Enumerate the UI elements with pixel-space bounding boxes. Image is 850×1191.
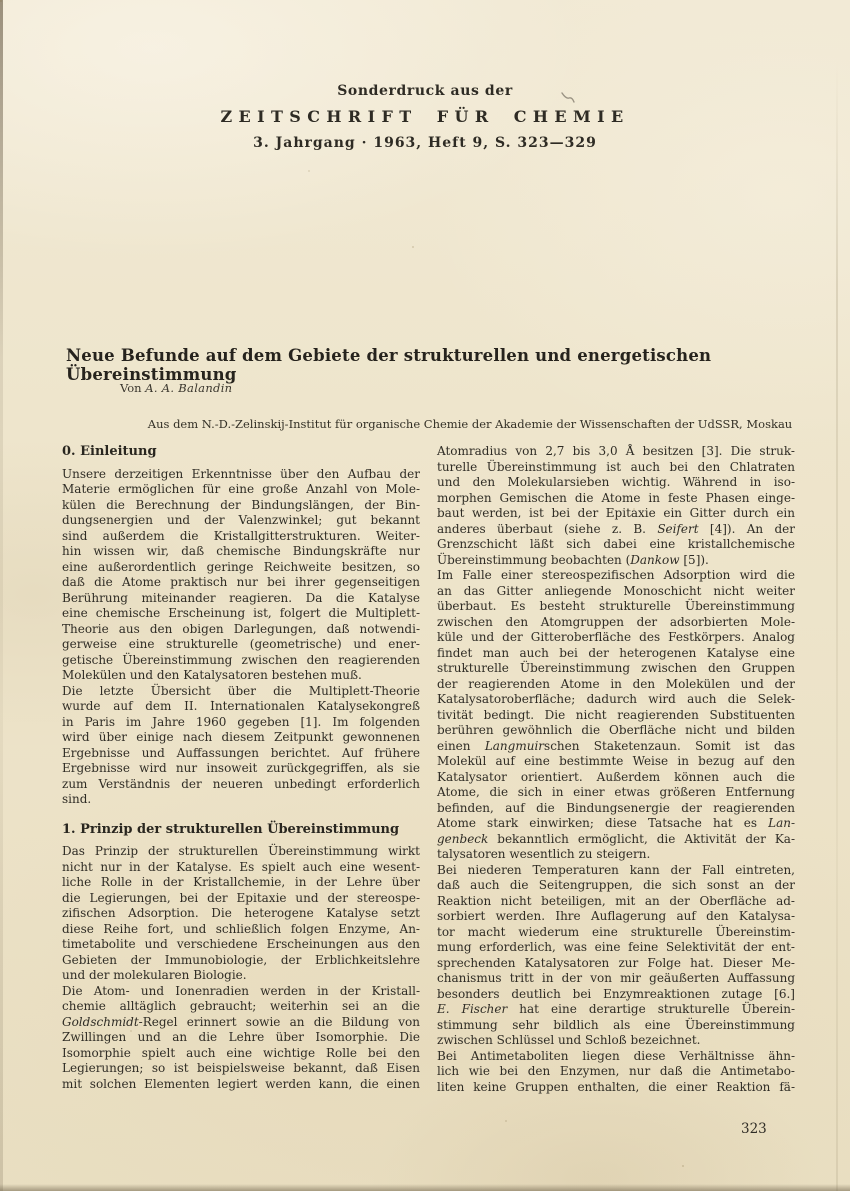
affiliation: Aus dem N.-D.-Zelinskij-Institut für organische Chemie der Akademie der Wissenschaften der UdSSR, Moskau (147, 417, 793, 431)
text-line: Bei Antimetaboliten liegen diese Verhältnisse ähn- (437, 1048, 795, 1063)
reprint-line: Sonderdruck aus der (337, 83, 513, 99)
text-line: besonders deutlich bei Enzymreaktionen zutage [6.] (437, 986, 795, 1001)
paper-speckles (0, 0, 2, 2)
reprint-header (0, 83, 850, 151)
left-column (62, 444, 420, 1095)
text-line: sorbiert werden. Ihre Auflagerung auf den Katalysa- (437, 909, 795, 923)
text-line: nicht nur in der Katalyse. Es spielt auch eine wesent- (62, 859, 420, 874)
text-line: turelle Übereinstimmung ist auch bei den Chlatraten (437, 459, 795, 474)
text-line: wird über einige nach diesem Zeitpunkt gewonnenen (62, 730, 420, 744)
text-line: sprechenden Katalysatoren zur Folge hat. Dieser Me- (437, 955, 795, 970)
text-line: wurde auf dem II. Internationalen Katalysekongreß (62, 699, 420, 713)
text-line: talysatoren wesentlich zu steigern. (437, 847, 651, 861)
text-line: Im Falle einer stereospezifischen Adsorption wird die (437, 568, 795, 582)
text-line: gerweise eine strukturelle (geometrische) und ener- (62, 637, 420, 651)
text-line: die Legierungen, bei der Epitaxie und der stereospe- (62, 890, 420, 905)
text-line: E. Fischer hat eine derartige strukturelle Überein- (437, 1002, 796, 1016)
text-line: zwischen den Atomgruppen der adsorbierten Mole- (437, 614, 795, 629)
text-line: Bei niederen Temperaturen kann der Fall eintreten, (437, 862, 795, 877)
text-line: lich wie bei den Enzymen, nur daß die Antimetabo- (437, 1064, 795, 1078)
author-name: A. A. Balandin (145, 381, 233, 395)
text-line: Das Prinzip der strukturellen Übereinstimmung wirkt (62, 844, 420, 858)
text-line: daß auch die Seitengruppen, die sich sonst an der (437, 878, 795, 892)
text-line: Die letzte Übersicht über die Multiplett-Theorie (62, 683, 420, 698)
text-line: Katalysatoroberfläche; dadurch wird auch die Selek- (437, 692, 795, 706)
text-line: Legierungen; so ist beispielsweise bekannt, daß Eisen (62, 1061, 420, 1075)
text-line: liten keine Gruppen enthalten, die einer Reaktion fä- (437, 1079, 795, 1094)
text-line: baut werden, ist bei der Epitaxie ein Gitter durch ein (437, 506, 795, 520)
text-line: morphen Gemischen die Atome in feste Phasen einge- (437, 490, 795, 505)
text-line: Molekül auf eine bestimmte Weise in bezug auf den (437, 754, 795, 768)
text-line: und den Molekularsieben wichtig. Während in iso- (437, 475, 795, 489)
text-line: Reaktion nicht beteiligen, mit an der Oberfläche ad- (437, 893, 795, 908)
text-line: findet man auch bei der heterogenen Katalyse eine (437, 645, 795, 660)
text-line: külen die Berechnung der Bindungslängen, der Bin- (62, 497, 420, 512)
text-line: Materie ermöglichen für eine große Anzahl von Mole- (62, 482, 420, 496)
byline-prefix: Von (120, 381, 142, 395)
text-line: diese Reihe fort, und schließlich folgen Enzyme, An- (62, 921, 420, 936)
text-line: der reagierenden Atome in den Molekülen und der (437, 676, 795, 691)
pen-mark (560, 90, 576, 104)
text-line: Gebieten der Immunobiologie, der Erblichkeitslehre (62, 952, 420, 967)
text-line: chanismus tritt in der von mir geäußerten Auffassung (437, 971, 795, 985)
text-line: Atome stark einwirken; diese Tatsache hat es Lan- (437, 816, 795, 830)
journal-name: ZEITSCHRIFT FÜR CHEMIE (220, 107, 630, 126)
text-line: daß die Atome praktisch nur bei ihrer gegenseitigen (62, 575, 420, 589)
section-heading: 0. Einleitung (62, 444, 157, 459)
text-line: Ergebnisse wird nur insoweit zurückgegriffen, als sie (62, 761, 420, 775)
text-line: dungsenergien und der Valenzwinkel; gut bekannt (62, 513, 420, 527)
issue-line: 3. Jahrgang · 1963, Heft 9, S. 323—329 (253, 135, 597, 151)
text-line: an das Gitter anliegende Monoschicht nicht weiter (437, 583, 795, 598)
two-column-body (62, 444, 795, 1095)
paper-crease (836, 60, 838, 1191)
text-line: in Paris im Jahre 1960 gegeben [1]. Im folgenden (62, 714, 420, 729)
text-line: genbeck bekanntlich ermöglicht, die Aktivität der Ka- (437, 831, 795, 846)
text-line: Atomradius von 2,7 bis 3,0 Å besitzen [3]. Die struk- (437, 444, 795, 458)
text-line: Atome, die sich in einer etwas größeren Entfernung (437, 785, 795, 799)
text-line: zifischen Adsorption. Die heterogene Katalyse setzt (62, 906, 420, 920)
text-line: Isomorphie spielt auch eine wichtige Rolle bei den (62, 1045, 420, 1060)
scan-edge-left (0, 0, 3, 1191)
text-line: befinden, auf die Bindungsenergie der reagierenden (437, 800, 795, 815)
text-line: liche Rolle in der Kristallchemie, in der Lehre über (62, 875, 420, 889)
text-line: mung erforderlich, was eine feine Selektivität der ent- (437, 940, 795, 954)
text-line: Grenzschicht läßt sich dabei eine kristallchemische (437, 537, 795, 551)
byline (120, 381, 232, 395)
text-line: mit solchen Elementen legiert werden kann, die einen (62, 1076, 420, 1091)
text-line: anderes überbaut (siehe z. B. Seifert [4]). An der (437, 521, 795, 536)
text-line: berühren gewöhnlich die Oberfläche nicht und bilden (437, 723, 795, 737)
text-line: Zwillingen und an die Lehre über Isomorphie. Die (62, 1030, 420, 1044)
scan-edge-shadow (0, 1184, 850, 1191)
text-line: hin wissen wir, daß chemische Bindungskräfte nur (62, 544, 420, 558)
text-line: getische Übereinstimmung zwischen den reagierenden (62, 652, 420, 667)
page-number: 323 (741, 1121, 767, 1137)
text-line: tivität bedingt. Die nicht reagierenden Substituenten (437, 707, 795, 722)
text-line: stimmung sehr bildlich als eine Übereinstimmung (437, 1017, 795, 1032)
text-line: Übereinstimmung beobachten (Dankow [5]). (437, 552, 709, 567)
text-line: Unsere derzeitigen Erkenntnisse über den Aufbau der (62, 466, 420, 481)
article-title: Neue Befunde auf dem Gebiete der strukturellen und energetischen Übereinstimmung (66, 346, 712, 384)
text-line: sind außerdem die Kristallgitterstrukturen. Weiter- (62, 528, 420, 543)
text-line: küle und der Gitteroberfläche des Festkörpers. Analog (437, 630, 795, 644)
text-line: Goldschmidt-Regel erinnert sowie an die Bildung von (62, 1014, 420, 1029)
text-line: Theorie aus den obigen Darlegungen, daß notwendi- (62, 621, 420, 636)
text-line: Ergebnisse und Auffassungen berichtet. Auf frühere (62, 745, 420, 760)
text-line: Berührung miteinander reagieren. Da die Katalyse (62, 590, 420, 605)
text-line: tor macht wiederum eine strukturelle Übereinstim- (437, 924, 795, 939)
right-column (437, 444, 795, 1095)
text-line: und der molekularen Biologie. (62, 968, 247, 982)
text-line: Molekülen und den Katalysatoren bestehen muß. (62, 668, 362, 682)
text-line: chemie alltäglich gebraucht; weiterhin sei an die (62, 999, 420, 1013)
text-line: Die Atom- und Ionenradien werden in der Kristall- (62, 983, 420, 998)
text-line: eine außerordentlich geringe Reichweite besitzen, so (62, 559, 420, 574)
text-line: zwischen Schlüssel und Schloß bezeichnet. (437, 1033, 701, 1047)
text-line: timetabolite und verschiedene Erscheinungen aus den (62, 937, 420, 951)
text-line: strukturelle Übereinstimmung zwischen den Gruppen (437, 661, 795, 675)
text-line: sind. (62, 792, 92, 806)
text-line: zum Verständnis der neueren unbedingt erforderlich (62, 776, 420, 791)
text-line: überbaut. Es besteht strukturelle Übereinstimmung (437, 599, 795, 613)
section-heading: 1. Prinzip der strukturellen Übereinstimmung (62, 821, 400, 837)
text-line: einen Langmuirschen Staketenzaun. Somit ist das (437, 738, 795, 753)
text-line: eine chemische Erscheinung ist, folgert die Multiplett- (62, 606, 420, 620)
text-line: Katalysator orientiert. Außerdem können auch die (437, 769, 795, 784)
